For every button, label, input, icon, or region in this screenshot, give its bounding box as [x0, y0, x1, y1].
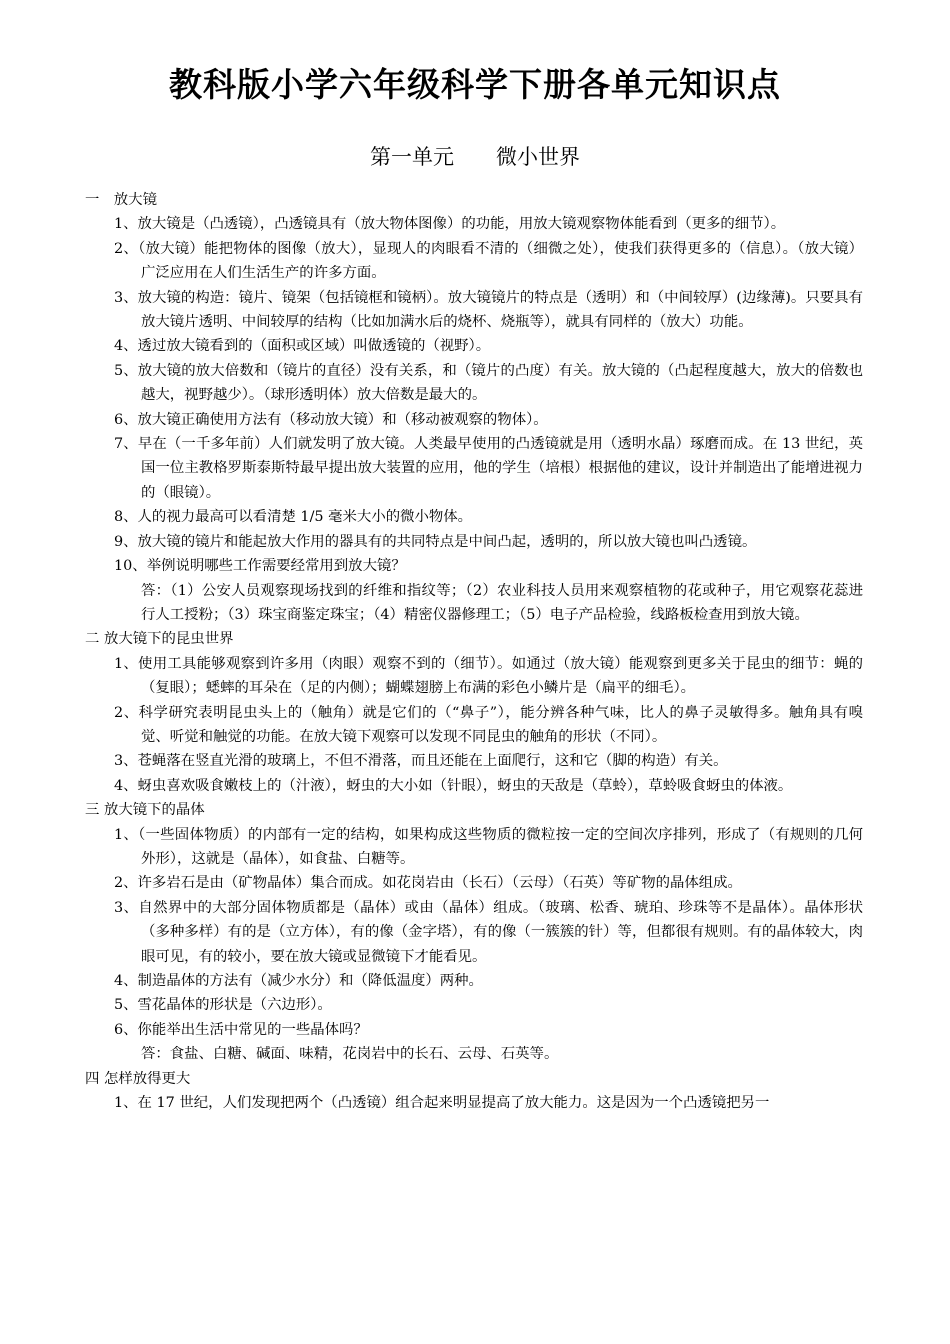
- section-title: 一 放大镜: [85, 192, 157, 208]
- section-title: 四 怎样放得更大: [85, 1070, 191, 1087]
- list-item: 3、自然界中的大部分固体物质都是（晶体）或由（晶体）组成。（玻璃、松香、琥珀、珍珠等不是晶体）。晶体形状（多种多样）有的是（立方体），有的像（金字塔），有的像（一簇簇的针）等，但都很有规则。有的晶体较大，肉眼可见，有的较小，要在放大镜或显微镜下才能看见。: [114, 899, 863, 965]
- list-item: 4、蚜虫喜欢吸食嫩枝上的（汁液），蚜虫的大小如（针眼），蚜虫的天敌是（草蛉），草蛉吸食蚜虫的体液。: [114, 777, 793, 794]
- list-item: 1、放大镜是（凸透镜），凸透镜具有（放大物体图像）的功能，用放大镜观察物体能看到（更多的细节）。: [114, 216, 786, 233]
- answer-text: 答：食盐、白糖、碱面、味精，花岗岩中的长石、云母、石英等。: [141, 1046, 559, 1063]
- list-item: 6、你能举出生活中常见的一些晶体吗？: [114, 1021, 368, 1038]
- list-item: 3、放大镜的构造：镜片、镜架（包括镜框和镜柄）。放大镜镜片的特点是（透明）和（中间较厚）(边缘薄)。只要具有放大镜片透明、中间较厚的结构（比如加满水后的烧杯、烧瓶等），就具有同样的（放大）功能。: [114, 289, 863, 331]
- list-item: 2、科学研究表明昆虫头上的（触角）就是它们的（“鼻子”），能分辨各种气味，比人的鼻子灵敏得多。触角具有嗅觉、听觉和触觉的功能。在放大镜下观察可以发现不同昆虫的触角的形状（不同）。: [114, 704, 863, 745]
- list-item: 3、苍蝇落在竖直光滑的玻璃上，不但不滑落，而且还能在上面爬行，这和它（脚的构造）有关。: [114, 753, 728, 770]
- list-item: 4、制造晶体的方法有（减少水分）和（降低温度）两种。: [114, 973, 483, 989]
- document-title: 教科版小学六年级科学下册各单元知识点: [169, 65, 781, 104]
- list-item: 2、许多岩石是由（矿物晶体）集合而成。如花岗岩由（长石）（云母）（石英）等矿物的晶体组成。: [114, 875, 742, 892]
- section-crystals: [85, 798, 863, 1066]
- list-item: 6、放大镜正确使用方法有（移动放大镜）和（移动被观察的物体）。: [114, 411, 548, 428]
- list-item: 9、放大镜的镜片和能起放大作用的器具有的共同特点是中间凸起，透明的，所以放大镜也叫凸透镜。: [114, 533, 757, 550]
- list-item: 1、（一些固体物质）的内部有一定的结构，如果构成这些物质的微粒按一定的空间次序排列，形成了（有规则的几何外形），这就是（晶体），如食盐、白糖等。: [114, 826, 863, 867]
- list-item: 7、早在（一千多年前）人们就发明了放大镜。人类最早使用的凸透镜就是用（透明水晶）琢磨而成。在 13 世纪，英国一位主教格罗斯泰斯特最早提出放大装置的应用，他的学生（培根）根据他的建议，设计并制造出了能增进视力的（眼镜）。: [114, 436, 863, 501]
- section-title: 二 放大镜下的昆虫世界: [85, 631, 234, 648]
- list-item: 8、人的视力最高可以看清楚 1/5 毫米大小的微小物体。: [114, 509, 473, 526]
- list-item: 4、透过放大镜看到的（面积或区域）叫做透镜的（视野）。: [114, 338, 491, 355]
- section-magnify-more: [85, 1067, 863, 1116]
- section-insects: [85, 627, 863, 798]
- list-item: 2、（放大镜）能把物体的图像（放大），显现人的肉眼看不清的（细微之处），使我们获得更多的（信息）。（放大镜）广泛应用在人们生活生产的许多方面。: [114, 240, 863, 282]
- unit-heading: 第一单元 微小世界: [370, 145, 580, 169]
- list-item: 5、放大镜的放大倍数和（镜片的直径）没有关系，和（镜片的凸度）有关。放大镜的（凸起程度越大，放大的倍数也越大，视野越少）。（球形透明体）放大倍数是最大的。: [114, 362, 863, 404]
- list-item: 10、举例说明哪些工作需要经常用到放大镜？: [114, 558, 406, 575]
- list-item: 1、在 17 世纪，人们发现把两个（凸透镜）组合起来明显提高了放大能力。这是因为一个凸透镜把另一: [114, 1095, 770, 1112]
- answer-text: 答：（1）公安人员观察现场找到的纤维和指纹等；（2）农业科技人员用来观察植物的花或种子，用它观察花蕊进行人工授粉；（3）珠宝商鉴定珠宝；（4）精密仪器修理工；（5）电子产品检验，线路板检查用到放大镜。: [141, 582, 863, 623]
- section-title: 三 放大镜下的晶体: [85, 802, 205, 819]
- section-magnifier: [85, 188, 863, 627]
- document-body: [85, 188, 863, 1115]
- list-item: 1、使用工具能够观察到许多用（肉眼）观察不到的（细节）。如通过（放大镜）能观察到更多关于昆虫的细节：蝇的（复眼）；蟋蟀的耳朵在（足的内侧）；蝴蝶翅膀上布满的彩色小鳞片是（扁平的细毛）。: [114, 655, 863, 697]
- list-item: 5、雪花晶体的形状是（六边形）。: [114, 997, 332, 1014]
